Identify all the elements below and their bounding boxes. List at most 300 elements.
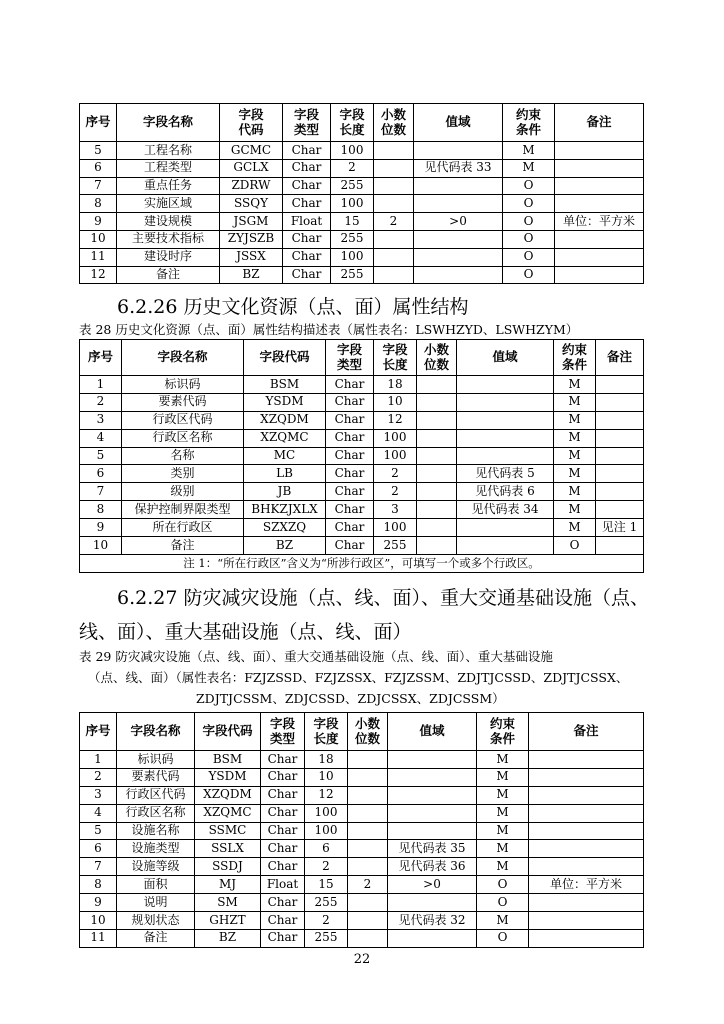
- table-cell: 2: [305, 912, 348, 930]
- table-cell: [596, 465, 644, 483]
- column-header: 字段 代码: [220, 104, 283, 142]
- table-cell: 12: [374, 411, 417, 429]
- table-cell: M: [554, 483, 596, 501]
- table-cell: 2: [80, 393, 122, 411]
- table-cell: 行政区名称: [117, 804, 195, 822]
- table-cell: 2: [374, 465, 417, 483]
- table-row: [80, 483, 644, 501]
- table-cell: [388, 768, 477, 786]
- table-cell: [596, 393, 644, 411]
- table-cell: M: [554, 393, 596, 411]
- table-cell: 8: [80, 876, 117, 894]
- table-cell: ZDRW: [220, 177, 283, 195]
- table-row: [80, 429, 644, 447]
- table-cell: M: [477, 840, 529, 858]
- table-cell: 设施等级: [117, 858, 195, 876]
- table-cell: [388, 751, 477, 769]
- table-cell: 11: [80, 248, 117, 266]
- column-header: 字段名称: [117, 713, 195, 751]
- table-cell: Char: [283, 195, 331, 213]
- table-cell: 单位：平方米: [529, 876, 644, 894]
- table-cell: 行政区代码: [122, 411, 244, 429]
- table-cell: [555, 248, 644, 266]
- table-cell: Char: [326, 501, 374, 519]
- table-cell: 5: [80, 822, 117, 840]
- table-cell: [348, 894, 388, 912]
- column-header: 字段 类型: [326, 340, 374, 376]
- table-cell: [348, 804, 388, 822]
- table-cell: Char: [261, 912, 305, 930]
- table-cell: 名称: [122, 447, 244, 465]
- column-header: 值域: [414, 104, 503, 142]
- table-cell: MJ: [195, 876, 261, 894]
- table-cell: 9: [80, 213, 117, 231]
- table-cell: >0: [414, 213, 503, 231]
- table-cell: XZQMC: [195, 804, 261, 822]
- table-cell: ZYJSZB: [220, 230, 283, 248]
- table-cell: Char: [283, 142, 331, 160]
- column-header: 值域: [388, 713, 477, 751]
- table-cell: [596, 537, 644, 555]
- table-cell: M: [477, 912, 529, 930]
- table-cell: 18: [374, 376, 417, 394]
- table-cell: 见代码表 6: [457, 483, 554, 501]
- table-cell: [596, 447, 644, 465]
- table-cell: XZQMC: [244, 429, 326, 447]
- table-cell: BZ: [244, 537, 326, 555]
- table-cell: Char: [283, 159, 331, 177]
- table-row: [80, 768, 644, 786]
- table-cell: [348, 751, 388, 769]
- table-row: [80, 840, 644, 858]
- table-cell: SSLX: [195, 840, 261, 858]
- field-table-continued: [79, 103, 644, 284]
- table-cell: 见代码表 36: [388, 858, 477, 876]
- table-cell: [555, 159, 644, 177]
- table-cell: SSQY: [220, 195, 283, 213]
- table-cell: JSSX: [220, 248, 283, 266]
- table-cell: [414, 142, 503, 160]
- table-cell: [457, 519, 554, 537]
- table-row: [80, 858, 644, 876]
- table-cell: 100: [331, 248, 374, 266]
- table-cell: Char: [261, 786, 305, 804]
- table-cell: M: [503, 142, 555, 160]
- table-cell: [374, 177, 414, 195]
- table-cell: 要素代码: [122, 393, 244, 411]
- table-row: [80, 411, 644, 429]
- table-row: [80, 751, 644, 769]
- column-header: 字段 长度: [331, 104, 374, 142]
- table-cell: 9: [80, 894, 117, 912]
- table-cell: [457, 393, 554, 411]
- table-cell: [414, 195, 503, 213]
- table-cell: >0: [388, 876, 477, 894]
- table-note: 注 1：“所在行政区”含义为“所涉行政区”，可填写一个或多个行政区。: [80, 554, 644, 572]
- table-cell: Char: [326, 447, 374, 465]
- table-cell: [529, 804, 644, 822]
- table-cell: O: [554, 537, 596, 555]
- table-row: [80, 822, 644, 840]
- table-cell: Char: [326, 483, 374, 501]
- table-cell: Char: [326, 537, 374, 555]
- table-cell: [457, 411, 554, 429]
- table-cell: [414, 248, 503, 266]
- table-cell: Char: [326, 411, 374, 429]
- table-cell: [457, 376, 554, 394]
- table-cell: 备注: [117, 929, 195, 947]
- table-cell: Char: [283, 230, 331, 248]
- table-row: [80, 501, 644, 519]
- table-cell: 实施区域: [117, 195, 220, 213]
- table-cell: M: [477, 768, 529, 786]
- table-cell: BZ: [195, 929, 261, 947]
- table-cell: [596, 411, 644, 429]
- table-cell: 1: [80, 751, 117, 769]
- table-cell: 12: [305, 786, 348, 804]
- table-cell: Char: [261, 822, 305, 840]
- column-header: 备注: [555, 104, 644, 142]
- table-cell: 4: [80, 804, 117, 822]
- table-cell: [348, 822, 388, 840]
- table-cell: M: [554, 501, 596, 519]
- table-cell: SM: [195, 894, 261, 912]
- table-cell: Char: [283, 177, 331, 195]
- column-header: 字段代码: [244, 340, 326, 376]
- table-row: [80, 519, 644, 537]
- table-cell: 5: [80, 142, 117, 160]
- table-cell: YSDM: [244, 393, 326, 411]
- table-cell: 100: [331, 142, 374, 160]
- table-cell: 3: [80, 411, 122, 429]
- table-cell: 255: [331, 266, 374, 284]
- table-cell: 255: [305, 929, 348, 947]
- table-cell: Char: [261, 840, 305, 858]
- table-cell: 10: [305, 768, 348, 786]
- table-row: [80, 142, 644, 160]
- table-cell: 见代码表 5: [457, 465, 554, 483]
- table-cell: Char: [261, 894, 305, 912]
- table-cell: 8: [80, 195, 117, 213]
- table-row: [80, 213, 644, 231]
- table-cell: Char: [326, 465, 374, 483]
- table-cell: SSDJ: [195, 858, 261, 876]
- table-cell: [529, 822, 644, 840]
- table-cell: [348, 840, 388, 858]
- table-cell: 建设规模: [117, 213, 220, 231]
- table-cell: 100: [331, 195, 374, 213]
- table-cell: M: [477, 858, 529, 876]
- table-cell: [529, 912, 644, 930]
- table-cell: 所在行政区: [122, 519, 244, 537]
- table-cell: 见代码表 32: [388, 912, 477, 930]
- table-cell: 2: [331, 159, 374, 177]
- table-cell: Char: [326, 519, 374, 537]
- table-cell: 见代码表 35: [388, 840, 477, 858]
- table-cell: [417, 393, 457, 411]
- table-cell: M: [477, 804, 529, 822]
- table-cell: [417, 519, 457, 537]
- table-cell: 主要技术指标: [117, 230, 220, 248]
- page-number: 22: [353, 952, 371, 967]
- table-row: [80, 929, 644, 947]
- table-cell: 见代码表 33: [414, 159, 503, 177]
- table-cell: Char: [326, 393, 374, 411]
- table-cell: 见代码表 34: [457, 501, 554, 519]
- table-cell: GCLX: [220, 159, 283, 177]
- table-cell: Char: [283, 248, 331, 266]
- table-cell: O: [503, 266, 555, 284]
- table-cell: SSMC: [195, 822, 261, 840]
- table-cell: [555, 195, 644, 213]
- table-cell: [417, 537, 457, 555]
- table-row: [80, 393, 644, 411]
- table-cell: 7: [80, 858, 117, 876]
- table-cell: 要素代码: [117, 768, 195, 786]
- table-cell: 3: [374, 501, 417, 519]
- table-cell: 重点任务: [117, 177, 220, 195]
- table-cell: [388, 894, 477, 912]
- table-cell: 255: [331, 230, 374, 248]
- table-cell: [414, 177, 503, 195]
- table-cell: 100: [305, 804, 348, 822]
- table-cell: 255: [374, 537, 417, 555]
- column-header: 字段代码: [195, 713, 261, 751]
- table-cell: [596, 429, 644, 447]
- table-cell: M: [477, 822, 529, 840]
- table-cell: [374, 248, 414, 266]
- table-cell: [529, 858, 644, 876]
- table-28-caption: 表 28 历史文化资源（点、面）属性结构描述表（属性表名：LSWHZYD、LSWHZYM）: [79, 322, 579, 337]
- table-cell: O: [477, 876, 529, 894]
- table-cell: 见注 1: [596, 519, 644, 537]
- table-cell: [417, 411, 457, 429]
- table-cell: 2: [80, 768, 117, 786]
- table-cell: Char: [261, 929, 305, 947]
- table-cell: [555, 142, 644, 160]
- table-row: [80, 876, 644, 894]
- table-cell: GHZT: [195, 912, 261, 930]
- table-cell: M: [477, 786, 529, 804]
- table-cell: 设施类型: [117, 840, 195, 858]
- table-row: [80, 266, 644, 284]
- table-cell: [348, 912, 388, 930]
- column-header: 序号: [80, 340, 122, 376]
- table-cell: 备注: [117, 266, 220, 284]
- table-cell: 2: [305, 858, 348, 876]
- table-cell: 10: [80, 537, 122, 555]
- table-cell: [596, 483, 644, 501]
- column-header: 字段 类型: [283, 104, 331, 142]
- table-row: [80, 804, 644, 822]
- table-cell: Char: [261, 858, 305, 876]
- table-cell: 15: [331, 213, 374, 231]
- table-cell: 10: [374, 393, 417, 411]
- column-header: 小数 位数: [374, 104, 414, 142]
- table-28: [79, 339, 644, 573]
- table-cell: 2: [374, 483, 417, 501]
- table-row: [80, 248, 644, 266]
- table-cell: M: [554, 447, 596, 465]
- table-cell: GCMC: [220, 142, 283, 160]
- table-29: [79, 712, 644, 948]
- table-cell: M: [554, 465, 596, 483]
- column-header: 字段 长度: [305, 713, 348, 751]
- table-row: [80, 230, 644, 248]
- table-cell: 4: [80, 429, 122, 447]
- table-cell: 7: [80, 483, 122, 501]
- table-row: [80, 195, 644, 213]
- table-cell: 15: [305, 876, 348, 894]
- table-cell: 8: [80, 501, 122, 519]
- column-header: 约束 条件: [554, 340, 596, 376]
- table-cell: 100: [305, 822, 348, 840]
- table-cell: 9: [80, 519, 122, 537]
- table-cell: 保护控制界限类型: [122, 501, 244, 519]
- column-header: 字段 类型: [261, 713, 305, 751]
- table-cell: [457, 537, 554, 555]
- table-cell: BHKZJXLX: [244, 501, 326, 519]
- table-cell: [388, 822, 477, 840]
- table-cell: 面积: [117, 876, 195, 894]
- table-cell: [414, 266, 503, 284]
- table-cell: BZ: [220, 266, 283, 284]
- table-row: [80, 894, 644, 912]
- table-cell: 标识码: [122, 376, 244, 394]
- table-cell: 2: [374, 213, 414, 231]
- table-cell: 备注: [122, 537, 244, 555]
- column-header: 备注: [529, 713, 644, 751]
- table-row: [80, 159, 644, 177]
- table-cell: M: [503, 159, 555, 177]
- table-cell: 6: [80, 159, 117, 177]
- table-cell: [348, 858, 388, 876]
- table-cell: 100: [374, 447, 417, 465]
- table-cell: O: [477, 929, 529, 947]
- table-cell: [388, 929, 477, 947]
- table-cell: 6: [305, 840, 348, 858]
- table-cell: Char: [261, 768, 305, 786]
- table-cell: Char: [326, 429, 374, 447]
- table-cell: 工程名称: [117, 142, 220, 160]
- table-cell: [555, 230, 644, 248]
- column-header: 序号: [80, 104, 117, 142]
- table-row: [80, 537, 644, 555]
- table-cell: O: [477, 894, 529, 912]
- table-cell: [457, 447, 554, 465]
- table-cell: [374, 195, 414, 213]
- table-row: [80, 177, 644, 195]
- table-cell: 行政区代码: [117, 786, 195, 804]
- table-cell: [374, 142, 414, 160]
- table-cell: 标识码: [117, 751, 195, 769]
- table-29-caption-line1: 表 29 防灾减灾设施（点、线、面）、重大交通基础设施（点、线、面）、重大基础设施: [79, 649, 553, 664]
- table-cell: [417, 447, 457, 465]
- table-cell: 1: [80, 376, 122, 394]
- table-cell: [417, 376, 457, 394]
- table-row: [80, 465, 644, 483]
- table-cell: [417, 465, 457, 483]
- table-cell: [414, 230, 503, 248]
- table-cell: [417, 501, 457, 519]
- column-header: 值域: [457, 340, 554, 376]
- table-cell: 100: [374, 519, 417, 537]
- table-cell: 说明: [117, 894, 195, 912]
- column-header: 字段名称: [122, 340, 244, 376]
- table-cell: Float: [283, 213, 331, 231]
- table-cell: [555, 266, 644, 284]
- table-cell: YSDM: [195, 768, 261, 786]
- table-cell: M: [554, 519, 596, 537]
- table-cell: BSM: [244, 376, 326, 394]
- table-row: [80, 376, 644, 394]
- table-cell: [529, 929, 644, 947]
- table-cell: 10: [80, 230, 117, 248]
- table-cell: [529, 768, 644, 786]
- table-cell: 100: [374, 429, 417, 447]
- table-cell: M: [554, 411, 596, 429]
- table-29-caption-line2: （点、线、面）（属性表名：FZJZSSD、FZJZSSX、FZJZSSM、ZDJTJCSSD、ZDJTJCSSX、: [88, 670, 629, 685]
- table-cell: [374, 266, 414, 284]
- table-cell: O: [503, 195, 555, 213]
- table-cell: Float: [261, 876, 305, 894]
- table-cell: O: [503, 213, 555, 231]
- table-cell: [374, 230, 414, 248]
- table-cell: 255: [331, 177, 374, 195]
- table-cell: 工程类型: [117, 159, 220, 177]
- table-cell: [596, 376, 644, 394]
- table-cell: JB: [244, 483, 326, 501]
- table-cell: [529, 786, 644, 804]
- column-header: 小数 位数: [348, 713, 388, 751]
- table-cell: 11: [80, 929, 117, 947]
- table-cell: 单位：平方米: [555, 213, 644, 231]
- table-cell: Char: [261, 804, 305, 822]
- column-header: 备注: [596, 340, 644, 376]
- table-cell: 规划状态: [117, 912, 195, 930]
- table-row: [80, 912, 644, 930]
- table-cell: 设施名称: [117, 822, 195, 840]
- table-cell: 255: [305, 894, 348, 912]
- table-cell: SZXZQ: [244, 519, 326, 537]
- table-cell: M: [477, 751, 529, 769]
- table-cell: 12: [80, 266, 117, 284]
- table-cell: O: [503, 230, 555, 248]
- table-cell: LB: [244, 465, 326, 483]
- table-cell: O: [503, 177, 555, 195]
- table-cell: 类别: [122, 465, 244, 483]
- table-cell: XZQDM: [195, 786, 261, 804]
- section-heading-6-2-27-line1: 6.2.27 防灾减灾设施（点、线、面）、重大交通基础设施（点、: [117, 587, 649, 609]
- table-cell: [348, 768, 388, 786]
- column-header: 字段 长度: [374, 340, 417, 376]
- column-header: 序号: [80, 713, 117, 751]
- table-cell: [348, 929, 388, 947]
- column-header: 约束 条件: [503, 104, 555, 142]
- column-header: 约束 条件: [477, 713, 529, 751]
- column-header: 字段名称: [117, 104, 220, 142]
- table-cell: 10: [80, 912, 117, 930]
- table-cell: Char: [326, 376, 374, 394]
- table-cell: [596, 501, 644, 519]
- table-cell: [388, 786, 477, 804]
- table-cell: [555, 177, 644, 195]
- table-cell: 6: [80, 465, 122, 483]
- table-cell: JSGM: [220, 213, 283, 231]
- table-cell: 6: [80, 840, 117, 858]
- table-cell: 7: [80, 177, 117, 195]
- table-cell: [529, 894, 644, 912]
